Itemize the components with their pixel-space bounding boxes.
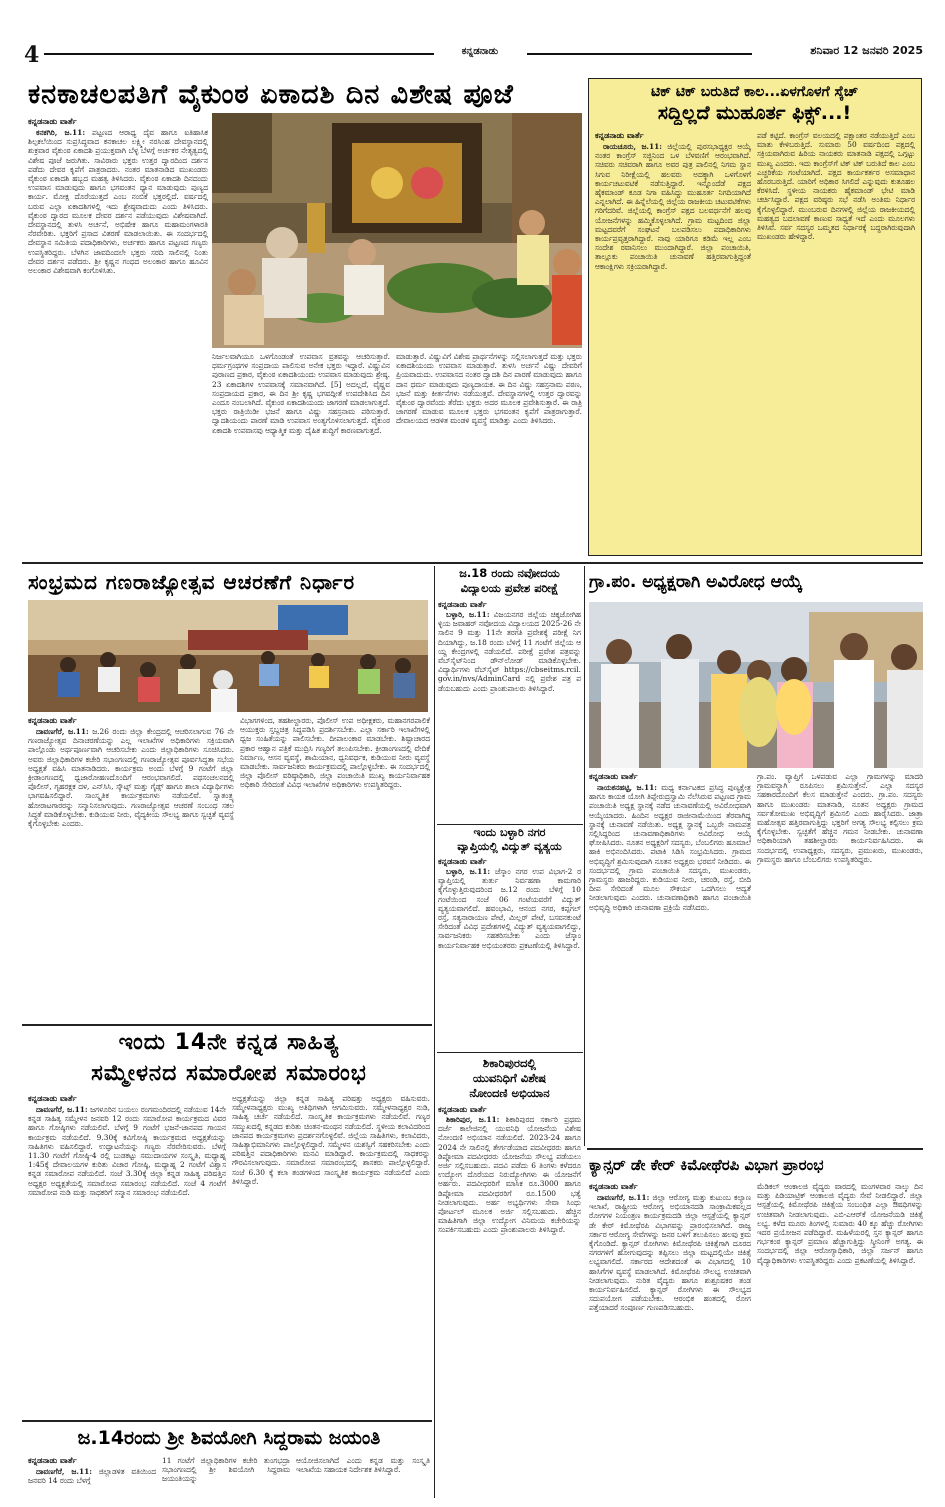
meeting-photo bbox=[28, 600, 428, 712]
dateline-vaikuntha: ಕನಕಗಿರಿ, ಜ.11: bbox=[36, 128, 86, 137]
shikaripura-body bbox=[438, 1115, 581, 1485]
article-vaikuntha-col1 bbox=[28, 128, 208, 558]
headline-shikaripura-line1: ಶಿಕಾರಿಪುರದಲ್ಲಿ bbox=[482, 1056, 537, 1070]
editorial-col1 bbox=[595, 142, 751, 550]
article-sahitya-col1 bbox=[28, 1105, 226, 1415]
navodaya-body bbox=[438, 610, 581, 815]
article-gram-col2: ಗ್ರಾ.ಪಂ. ವ್ಯಾಪ್ತಿಗೆ ಒಳಪಡುವ ಎಲ್ಲಾ ಗ್ರಾಮಗಳನ್ನು ಮಾದರಿ ಗ್ರಾಮವನ್ನಾಗಿ ರೂಪಿಸಲು ಶ್ರಮಿಸುತ್ತೇನೆ. ಎಲ್ಲಾ ಸದಸ್ಯರ ಸಹಕಾರದೊಂದಿಗೆ ಕೆಲಸ ಮಾಡುತ್ತೇನೆ ಎಂದರು. ಗ್ರಾ.ಪಂ. ಸದಸ್ಯರು ಹಾಗೂ ಮುಖಂಡರು ಮಾತನಾಡಿ, ನೂತನ ಅಧ್ಯಕ್ಷರು ಗ್ರಾಮದ ಸರ್ವತೋಮುಖ ಅಭಿವೃದ್ಧಿಗೆ ಶ್ರಮಿಸಲಿ ಎಂದು ಹಾರೈಸಿದರು. ಜಾತ್ರಾ ಮಹೋತ್ಸವ ಹತ್ತಿರವಾಗುತ್ತಿದ್ದು ಭಕ್ತರಿಗೆ ಅಗತ್ಯ ಸೌಲಭ್ಯ ಕಲ್ಪಿಸಲು ಕ್ರಮ ಕೈಗೊಳ್ಳಬೇಕು. ಸ್ವಚ್ಛತೆಗೆ ಹೆಚ್ಚಿನ ಗಮನ ನೀಡಬೇಕು. ಚುನಾವಣಾ ಅಧಿಕಾರಿಯಾಗಿ ತಹಶೀಲ್ದಾರರು ಕಾರ್ಯನಿರ್ವಹಿಸಿದರು. ಈ ಸಂದರ್ಭದಲ್ಲಿ ಉಪಾಧ್ಯಕ್ಷರು, ಸದಸ್ಯರು, ಪ್ರಮುಖರು, ಮುಖಂಡರು, ಗ್ರಾಮಸ್ಥರು ಹಾಗೂ ಬೆಂಬಲಿಗರು ಉಪಸ್ಥಿತರಿದ್ದರು. bbox=[757, 772, 923, 864]
divider-horizontal-4 bbox=[587, 1148, 923, 1150]
shikaripura-article bbox=[438, 1056, 581, 1498]
divider-horizontal-2 bbox=[22, 1024, 432, 1026]
divider-horizontal-5 bbox=[437, 1052, 583, 1053]
article-siddarama-col2: 11 ಗಂಟೆಗೆ ಜಿಲ್ಲಾಧಿಕಾರಿಗಳ ಕಚೇರಿ ತುಂಗಭದ್ರಾ ಸಭಾಂಗಣದಲ್ಲಿ ಶ್ರೀ ಶಿವಯೋಗಿ ಸಿದ್ದರಾಮ ಜಯಂತಿಯನ್ನು bbox=[162, 1456, 290, 1484]
navodaya-article bbox=[438, 566, 581, 826]
dateline-gram: ನಾಯಕನಹಟ್ಟಿ, ಜ.11: bbox=[597, 783, 658, 792]
temple-pooja-photo bbox=[212, 113, 582, 348]
article-vaikuntha-col3: ಮಾಡುತ್ತಾರೆ. ವಿಷ್ಣುವಿಗೆ ವಿಶೇಷ ಪ್ರಾರ್ಥನೆಗಳನ್ನು ಸಲ್ಲಿಸಲಾಗುತ್ತದೆ ಮತ್ತು ಭಕ್ತರು ಏಕಾದಶಿಯಂದು ಉಪವಾಸ ಮಾಡುತ್ತಾರೆ. ತುಳಸಿ ಅರ್ಚನೆ ವಿಷ್ಣು ದೇವರಿಗೆ ಪ್ರಿಯವಾದುದು. ಉಪವಾಸದ ನಂತರ ದ್ವಾದಶಿ ದಿನ ಪಾರಣೆ ಮಾಡುವುದು ಹಾಗೂ ದಾನ ಧರ್ಮ ಮಾಡುವುದು ಪುಣ್ಯದಾಯಕ. ಈ ದಿನ ವಿಷ್ಣು ಸಹಸ್ರನಾಮ ಪಠಣ, ಭಜನೆ ಮತ್ತು ಕೀರ್ತನೆಗಳು ನಡೆಯುತ್ತವೆ. ದೇವಸ್ಥಾನಗಳಲ್ಲಿ ಉತ್ತರ ದ್ವಾರವನ್ನು ವೈಕುಂಠ ದ್ವಾರವೆಂದು ತೆರೆದು ಭಕ್ತರು ಅದರ ಮೂಲಕ ಪ್ರವೇಶಿಸುತ್ತಾರೆ. ಈ ರಾತ್ರಿ ಜಾಗರಣೆ ಮಾಡುವ ಮೂಲಕ ಭಕ್ತರು ಭಗವಂತನ ಕೃಪೆಗೆ ಪಾತ್ರರಾಗುತ್ತಾರೆ. ದೇವಾಲಯದ ಆಡಳಿತ ಮಂಡಳಿ ವ್ಯವಸ್ಥೆ ಮಾಡಿತ್ತು ಎಂದು ತಿಳಿಸಿದರು. bbox=[396, 352, 582, 426]
body-navodaya: ವಿಜಯನಗರ ಜಿಲ್ಲೆಯ ಚಿಕ್ಕಜೋಗಿಹಳ್ಳಿಯ ಜವಾಹರ್ ನವೋದಯ ವಿದ್ಯಾಲಯದ 2025-26 ನೇ ಸಾಲಿನ 9 ಮತ್ತು 11ನೇ ತರಗತಿ ಪ್ರವೇಶಕ್ಕೆ ಪರೀಕ್ಷೆ ನಿಗದಿಯಾಗಿದ್ದು, ಜ.18 ರಂದು ಬೆಳಿಗ್ಗೆ 11 ಗಂಟೆಗೆ ಜಿಲ್ಲೆಯ ಆಯ್ದ ಕೇಂದ್ರಗಳಲ್ಲಿ ನಡೆಯಲಿದೆ. ಪರೀಕ್ಷೆ ಪ್ರವೇಶ ಪತ್ರವನ್ನು ವೆಬ್‌ಸೈಟ್‌ನಿಂದ ಡೌನ್‌ಲೋಡ್ ಮಾಡಿಕೊಳ್ಳಬೇಕು. ವಿದ್ಯಾರ್ಥಿಗಳು ವೆಬ್‌ಸೈಟ್ https://cbseitms.rcil.gov.in/nvs/AdminCard ನಲ್ಲಿ ಪ್ರವೇಶ ಪತ್ರ ಪಡೆಯಬಹುದು ಎಂದು ಪ್ರಾಂಶುಪಾಲರು ತಿಳಿಸಿದ್ದಾರೆ. bbox=[438, 610, 581, 693]
body-cancer-col1: ಜಿಲ್ಲಾ ಆರೋಗ್ಯ ಮತ್ತು ಕುಟುಂಬ ಕಲ್ಯಾಣ ಇಲಾಖೆ, ರಾಷ್ಟ್ರೀಯ ಆರೋಗ್ಯ ಅಭಿಯಾನದಡಿ ಸಾಂಕ್ರಾಮಿಕವಲ್ಲದ ರೋಗಗಳ ನಿಯಂತ್ರಣ ಕಾರ್ಯಕ್ರಮದಡಿ ಜಿಲ್ಲಾ ಆಸ್ಪತ್ರೆಯಲ್ಲಿ ಕ್ಯಾನ್ಸರ್ ಡೇ ಕೇರ್ ಕಿಮೋಥೆರಪಿ ವಿಭಾಗವನ್ನು ಪ್ರಾರಂಭಿಸಲಾಗಿದೆ. ರಾಜ್ಯ ಸರ್ಕಾರ ಆರೋಗ್ಯ ಸೇವೆಗಳನ್ನು ಜನರ ಬಳಿಗೆ ತಲುಪಿಸಲು ಹಲವು ಕ್ರಮ ಕೈಗೊಂಡಿದೆ. ಕ್ಯಾನ್ಸರ್ ರೋಗಿಗಳು ಕಿಮೋಥೆರಪಿ ಚಿಕಿತ್ಸೆಗಾಗಿ ದೂರದ ನಗರಗಳಿಗೆ ಹೋಗುವುದನ್ನು ತಪ್ಪಿಸಲು ಜಿಲ್ಲಾ ಮಟ್ಟದಲ್ಲಿಯೇ ಚಿಕಿತ್ಸೆ ಲಭ್ಯವಾಗಲಿದೆ. ಸರ್ಕಾರದ ಆದೇಶದಂತೆ ಈ ವಿಭಾಗದಲ್ಲಿ 10 ಹಾಸಿಗೆಗಳ ವ್ಯವಸ್ಥೆ ಮಾಡಲಾಗಿದೆ. ಕಿಮೋಥೆರಪಿ ಸೌಲಭ್ಯ ಉಚಿತವಾಗಿ ನೀಡಲಾಗುವುದು. ನುರಿತ ವೈದ್ಯರು ಹಾಗೂ ಶುಶ್ರೂಷಕರ ತಂಡ ಕಾರ್ಯನಿರ್ವಹಿಸಲಿದೆ. ಕ್ಯಾನ್ಸರ್ ರೋಗಿಗಳು ಈ ಸೌಲಭ್ಯದ ಸದುಪಯೋಗ ಪಡೆಯಬೇಕು. ಆರಂಭಿಕ ಹಂತದಲ್ಲಿ ರೋಗ ಪತ್ತೆಯಾದರೆ ಸಂಪೂರ್ಣ ಗುಣಪಡಿಸಬಹುದು. bbox=[589, 1193, 751, 1313]
article-sahitya-col2: ಅಧ್ಯಕ್ಷತೆಯನ್ನು ಜಿಲ್ಲಾ ಕನ್ನಡ ಸಾಹಿತ್ಯ ಪರಿಷತ್ತು ಅಧ್ಯಕ್ಷರು ವಹಿಸುವರು. ಸಮ್ಮೇಳನಾಧ್ಯಕ್ಷರು ಮುಖ್ಯ ಅತಿಥಿಗಳಾಗಿ ಆಗಮಿಸುವರು. ಸಮ್ಮೇಳನಾಧ್ಯಕ್ಷರ ನುಡಿ, ಸಾಹಿತ್ಯ ಚರ್ಚೆ ನಡೆಯಲಿದೆ. ಸಾಂಸ್ಕೃತಿಕ ಕಾರ್ಯಕ್ರಮಗಳು ನಡೆಯಲಿವೆ. ಗಣ್ಯರ ಸಮ್ಮುಖದಲ್ಲಿ ಕನ್ನಡದ ಕುರಿತು ಚಿಂತನ-ಮಂಥನ ನಡೆಯಲಿದೆ. ಸ್ಥಳೀಯ ಕಲಾವಿದರಿಂದ ಜಾನಪದ ಕಾರ್ಯಕ್ರಮಗಳು ಪ್ರದರ್ಶನಗೊಳ್ಳಲಿವೆ. ಜಿಲ್ಲೆಯ ಸಾಹಿತಿಗಳು, ಕಲಾವಿದರು, ಸಾಹಿತ್ಯಾಭಿಮಾನಿಗಳು ಪಾಲ್ಗೊಳ್ಳಲಿದ್ದಾರೆ. ಸಮ್ಮೇಳನ ಯಶಸ್ವಿಗೆ ಸಹಕರಿಸಬೇಕು ಎಂದು ಪರಿಷತ್ತಿನ ಪದಾಧಿಕಾರಿಗಳು ಮನವಿ ಮಾಡಿದ್ದಾರೆ. ಕಾರ್ಯಕ್ರಮದಲ್ಲಿ ಸಾಧಕರನ್ನು ಗೌರವಿಸಲಾಗುವುದು. ಸಮಾರೋಪ ಸಮಾರಂಭದಲ್ಲಿ ಶಾಸಕರು ಪಾಲ್ಗೊಳ್ಳಲಿದ್ದಾರೆ. ಸಂಜೆ 6.30 ಕ್ಕೆ ಕಲಾ ತಂಡಗಳಿಂದ ಸಾಂಸ್ಕೃತಿಕ ಕಾರ್ಯಕ್ರಮ ನಡೆಯಲಿದೆ ಎಂದು ತಿಳಿಸಿದ್ದಾರೆ. bbox=[232, 1094, 430, 1186]
byline-navodaya: ಕನ್ನಡನಾಡು ವಾರ್ತೆ bbox=[438, 600, 487, 609]
body-shikaripura: ಶಿಕಾರಿಪುರದ ಸರ್ಕಾರಿ ಪ್ರಥಮ ದರ್ಜೆ ಕಾಲೇಜಿನಲ್ಲಿ ಯುವನಿಧಿ ಯೋಜನೆಯ ವಿಶೇಷ ನೋಂದಣಿ ಅಭಿಯಾನ ನಡೆಯಲಿದೆ. 2023-24 ಹಾಗೂ 2024 ನೇ ಸಾಲಿನಲ್ಲಿ ತೇರ್ಗಡೆಯಾದ ಪದವೀಧರರು ಹಾಗೂ ಡಿಪ್ಲೋಮಾ ಪದವೀಧರರು ಯೋಜನೆಯ ಸೌಲಭ್ಯ ಪಡೆಯಲು ಅರ್ಜಿ ಸಲ್ಲಿಸಬಹುದು. ಪದವಿ ಪಡೆದು 6 ತಿಂಗಳು ಕಳೆದರೂ ಉದ್ಯೋಗ ದೊರೆಯದ ನಿರುದ್ಯೋಗಿಗಳು ಈ ಯೋಜನೆಗೆ ಅರ್ಹರು. ಪದವೀಧರರಿಗೆ ಮಾಸಿಕ ರೂ.3000 ಹಾಗೂ ಡಿಪ್ಲೋಮಾ ಪದವೀಧರರಿಗೆ ರೂ.1500 ಭತ್ಯೆ ನೀಡಲಾಗುವುದು. ಅರ್ಹ ಅಭ್ಯರ್ಥಿಗಳು ಸೇವಾ ಸಿಂಧು ಪೋರ್ಟಲ್ ಮೂಲಕ ಅರ್ಜಿ ಸಲ್ಲಿಸಬಹುದು. ಹೆಚ್ಚಿನ ಮಾಹಿತಿಗಾಗಿ ಜಿಲ್ಲಾ ಉದ್ಯೋಗ ವಿನಿಮಯ ಕಚೇರಿಯನ್ನು ಸಂಪರ್ಕಿಸಬಹುದು ಎಂದು ಪ್ರಾಂಶುಪಾಲರು ತಿಳಿಸಿದ್ದಾರೆ. bbox=[438, 1115, 581, 1235]
dateline-siddarama: ದಾವಣಗೆರೆ, ಜ.11: bbox=[36, 1467, 92, 1476]
dateline-power: ಬಳ್ಳಾರಿ, ಜ.11: bbox=[446, 867, 491, 876]
headline-cancer: ಕ್ಯಾನ್ಸರ್ ಡೇ ಕೇರ್ ಕಿಮೋಥೆರಪಿ ವಿಭಾಗ ಪ್ರಾರಂಭ bbox=[589, 1156, 824, 1174]
editorial-box bbox=[588, 78, 922, 556]
dateline-sahitya: ದಾವಣಗೆರೆ, ಜ.11: bbox=[36, 1105, 88, 1114]
article-gram-col1 bbox=[589, 783, 751, 1143]
byline-vaikuntha: ಕನ್ನಡನಾಡು ವಾರ್ತೆ bbox=[28, 117, 77, 126]
registration-marks-center bbox=[430, 1501, 490, 1507]
headline-shikaripura-line2: ಯುವನಿಧಿಗೆ ವಿಶೇಷ bbox=[472, 1071, 547, 1085]
meeting-hall-illustration bbox=[28, 600, 428, 712]
byline-gram: ಕನ್ನಡನಾಡು ವಾರ್ತೆ bbox=[589, 772, 638, 781]
headline-vaikuntha: ಕನಕಾಚಲಪತಿಗೆ ವೈಕುಂಠ ಏಕಾದಶಿ ದಿನ ವಿಶೇಷ ಪೂಜೆ bbox=[28, 79, 514, 110]
headline-power-line2: ವ್ಯಾಪ್ತಿಯಲ್ಲಿ ವಿದ್ಯುತ್ ವ್ಯತ್ಯಯ bbox=[457, 840, 562, 853]
dateline-cancer: ದಾವಣಗೆರೆ, ಜ.11: bbox=[597, 1193, 650, 1202]
celebration-crowd-illustration bbox=[589, 602, 923, 768]
article-cancer-col1 bbox=[589, 1193, 751, 1498]
body-power: ಜೆಸ್ಕಾಂ ನಗರ ಉಪ ವಿಭಾಗ-2 ರ ವ್ಯಾಪ್ತಿಯಲ್ಲಿ ತುರ್ತು ನಿರ್ವಹಣಾ ಕಾಮಗಾರಿ ಕೈಗೊಳ್ಳುತ್ತಿರುವುದರಿಂದ ಜ.12 ರಂದು ಬೆಳಿಗ್ಗೆ 10 ಗಂಟೆಯಿಂದ ಸಂಜೆ 06 ಗಂಟೆಯವರೆಗೆ ವಿದ್ಯುತ್ ವ್ಯತ್ಯಯವಾಗಲಿದೆ. ಹವಂಭಾವಿ, ಆನಂದ ನಗರ, ಕಪ್ಪಗಲ್ ರಸ್ತೆ, ಸತ್ಯನಾರಾಯಣ ಪೇಟೆ, ಮಿಲ್ಲರ್ ಪೇಟೆ, ಬಸವನಕುಂಟೆ ಸೇರಿದಂತೆ ವಿವಿಧ ಪ್ರದೇಶಗಳಲ್ಲಿ ವಿದ್ಯುತ್ ವ್ಯತ್ಯಯವಾಗಲಿದ್ದು, ಸಾರ್ವಜನಿಕರು ಸಹಕರಿಸಬೇಕು ಎಂದು ಜೆಸ್ಕಾಂ ಕಾರ್ಯನಿರ್ವಾಹಕ ಅಭಿಯಂತರರು ಪ್ರಕಟಣೆಯಲ್ಲಿ ತಿಳಿಸಿದ್ದಾರೆ. bbox=[438, 867, 581, 950]
body-gram-col1: ಮಧ್ಯ ಕರ್ನಾಟಕದ ಪ್ರಸಿದ್ಧ ಪುಣ್ಯಕ್ಷೇತ್ರ ಹಾಗೂ ಕಾಯಕ ಯೋಗಿ ತಿಪ್ಪೇರುದ್ರಸ್ವಾಮಿ ನೆಲೆಸಿರುವ ಪಟ್ಟಣದ ಗ್ರಾಮ ಪಂಚಾಯಿತಿ ಅಧ್ಯಕ್ಷ ಸ್ಥಾನಕ್ಕೆ ನಡೆದ ಚುನಾವಣೆಯಲ್ಲಿ ಅವಿರೋಧವಾಗಿ ಆಯ್ಕೆಯಾದರು. ಹಿಂದಿನ ಅಧ್ಯಕ್ಷರ ರಾಜೀನಾಮೆಯಿಂದ ತೆರವಾಗಿದ್ದ ಸ್ಥಾನಕ್ಕೆ ಚುನಾವಣೆ ನಡೆಯಿತು. ಅಧ್ಯಕ್ಷ ಸ್ಥಾನಕ್ಕೆ ಒಬ್ಬರೇ ನಾಮಪತ್ರ ಸಲ್ಲಿಸಿದ್ದರಿಂದ ಚುನಾವಣಾಧಿಕಾರಿಗಳು ಅವಿರೋಧ ಆಯ್ಕೆ ಘೋಷಿಸಿದರು. ನೂತನ ಅಧ್ಯಕ್ಷರಿಗೆ ಸದಸ್ಯರು, ಬೆಂಬಲಿಗರು ಹೂಮಾಲೆ ಹಾಕಿ ಅಭಿನಂದಿಸಿದರು. ಪಟಾಕಿ ಸಿಡಿಸಿ ಸಂಭ್ರಮಿಸಿದರು. ಗ್ರಾಮದ ಅಭಿವೃದ್ಧಿಗೆ ಶ್ರಮಿಸುವುದಾಗಿ ನೂತನ ಅಧ್ಯಕ್ಷರು ಭರವಸೆ ನೀಡಿದರು. ಈ ಸಂದರ್ಭದಲ್ಲಿ ಗ್ರಾಮ ಪಂಚಾಯಿತಿ ಸದಸ್ಯರು, ಮುಖಂಡರು, ಗ್ರಾಮಸ್ಥರು ಹಾಜರಿದ್ದರು. ಕುಡಿಯುವ ನೀರು, ಚರಂಡಿ, ರಸ್ತೆ, ಬೀದಿ ದೀಪ ಸೇರಿದಂತೆ ಮೂಲ ಸೌಕರ್ಯ ಒದಗಿಸಲು ಆದ್ಯತೆ ನೀಡಲಾಗುವುದು ಎಂದರು. ಚುನಾವಣಾಧಿಕಾರಿ ಹಾಗೂ ಪಂಚಾಯಿತಿ ಅಭಿವೃದ್ಧಿ ಅಧಿಕಾರಿ ಚುನಾವಣಾ ಪ್ರಕ್ರಿಯೆ ನಡೆಸಿದರು. bbox=[589, 783, 751, 912]
body-editorial-col1: ಜಿಲ್ಲೆಯಲ್ಲಿ ಪುರಸಭಾಧ್ಯಕ್ಷರ ಆಯ್ಕೆ ನಂತರ ಕಾಂಗ್ರೆಸ್ ಸಜ್ಜಿನಿಂದ ಒಳ ಬೆಳವಣಿಗೆ ಆರಂಭವಾಗಿದೆ. ಸಚಿವರು ಸಚಿವರಾಗಿ ಹಾಗೂ ಅವರ ಪುತ್ರ ಪಾಲಿನಲ್ಲಿ ನಿಗಮ ಸ್ಥಾನ ಸಿಗುವ ನಿರೀಕ್ಷೆಯಲ್ಲಿ ಹಲವರು ಅದಕ್ಕಾಗಿ ಒಳಗೊಳಗೆ ಕಾರ್ಯಚಟುವಟಿಕೆ ನಡೆಸುತ್ತಿದ್ದಾರೆ. ಇನ್ನೊಂದೆಡೆ ಪಕ್ಷದ ಹೈಕಮಾಂಡ್ ಕೂಡ ನಿಗಾ ವಹಿಸಿದ್ದು ಮುಹೂರ್ತ ನಿಗದಿಯಾಗಿದೆ ಎನ್ನಲಾಗಿದೆ. ಈ ಹಿನ್ನೆಲೆಯಲ್ಲಿ ಜಿಲ್ಲೆಯ ರಾಜಕೀಯ ಚಟುವಟಿಕೆಗಳು ಗರಿಗೆದರಿವೆ. ಜಿಲ್ಲೆಯಲ್ಲಿ ಕಾಂಗ್ರೆಸ್ ಪಕ್ಷದ ಬಲವರ್ಧನೆಗೆ ಹಲವು ಯೋಜನೆಗಳನ್ನು ಹಮ್ಮಿಕೊಳ್ಳಲಾಗಿದೆ. ಗ್ರಾಮ ಮಟ್ಟದಿಂದ ಜಿಲ್ಲಾ ಮಟ್ಟದವರೆಗೆ ಸಂಘಟನೆ ಬಲಪಡಿಸಲು ಪದಾಧಿಕಾರಿಗಳು ಕಾರ್ಯಪ್ರವೃತ್ತರಾಗಿದ್ದಾರೆ. ನಾವು ಯಾರಿಗೂ ಕಡಿಮೆ ಇಲ್ಲ ಎಂಬ ಸಂದೇಶ ರವಾನಿಸಲು ಮುಂದಾಗಿದ್ದಾರೆ. ಜಿಲ್ಲಾ ಪಂಚಾಯಿತಿ, ತಾಲ್ಲೂಕು ಪಂಚಾಯಿತಿ ಚುನಾವಣೆ ಹತ್ತಿರವಾಗುತ್ತಿದ್ದಂತೆ ಆಕಾಂಕ್ಷಿಗಳು ಸಕ್ರಿಯರಾಗಿದ್ದಾರೆ. bbox=[595, 142, 751, 271]
page-number: 4 bbox=[24, 42, 40, 68]
headline-shikaripura-line3: ನೋಂದಣಿ ಅಭಿಯಾನ bbox=[469, 1086, 550, 1100]
masthead-rule bbox=[44, 53, 434, 55]
divider-vertical-2 bbox=[584, 566, 585, 1146]
article-siddarama-col3: ಆಯೋಜಿಸಲಾಗಿದೆ ಎಂದು ಕನ್ನಡ ಮತ್ತು ಸಂಸ್ಕೃತಿ ಇಲಾಖೆಯ ಸಹಾಯಕ ನಿರ್ದೇಶಕ ತಿಳಿಸಿದ್ದಾರೆ. bbox=[296, 1456, 430, 1475]
dateline-republic: ದಾವಣಗೆರೆ, ಜ.11: bbox=[36, 727, 89, 736]
registration-marks-left bbox=[30, 1501, 90, 1507]
headline-gram: ಗ್ರಾ.ಪಂ. ಅಧ್ಯಕ್ಷರಾಗಿ ಅವಿರೋಧ ಆಯ್ಕೆ bbox=[589, 572, 803, 592]
headline-siddarama: ಜ.14ರಂದು ಶ್ರೀ ಶಿವಯೋಗಿ ಸಿದ್ದರಾಮ ಜಯಂತಿ bbox=[77, 1427, 381, 1449]
temple-pooja-illustration bbox=[212, 113, 582, 348]
byline-shikaripura: ಕನ್ನಡನಾಡು ವಾರ್ತೆ bbox=[438, 1105, 487, 1114]
headline-navodaya-line1: ಜ.18 ರಂದು ನವೋದಯ bbox=[459, 566, 560, 580]
article-cancer-col2: ಮೆಡಿಕಲ್ ಆಂಕಾಲಜಿ ವೈದ್ಯರು ವಾರದಲ್ಲಿ ಮಂಗಳವಾರ ನಾಲ್ಕು ದಿನ ಮತ್ತು ಪಿಡಿಯಾಟ್ರಿಕ್ ಆಂಕಾಲಜಿ ವೈದ್ಯರು ಸೇವೆ ನೀಡಲಿದ್ದಾರೆ. ಜಿಲ್ಲಾ ಆಸ್ಪತ್ರೆಯಲ್ಲಿ ಕಿಮೋಥೆರಪಿ ಚಿಕಿತ್ಸೆಯ ಸಂಬಂಧಿತ ಎಲ್ಲಾ ಔಷಧಿಗಳನ್ನು ಉಚಿತವಾಗಿ ನೀಡಲಾಗುವುದು. ಎಬಿ-ಎಆರ್‌ಕೆ ಯೋಜನೆಯಡಿ ಚಿಕಿತ್ಸೆ ಲಭ್ಯ. ಕಳೆದ ಮೂರು ತಿಂಗಳಲ್ಲಿ ಸುಮಾರು 40 ಕ್ಕೂ ಹೆಚ್ಚು ರೋಗಿಗಳು ಇದರ ಪ್ರಯೋಜನ ಪಡೆದಿದ್ದಾರೆ. ಮಹಿಳೆಯರಲ್ಲಿ ಸ್ತನ ಕ್ಯಾನ್ಸರ್ ಹಾಗೂ ಗರ್ಭಕಂಠ ಕ್ಯಾನ್ಸರ್ ಪ್ರಮಾಣ ಹೆಚ್ಚಾಗುತ್ತಿದ್ದು ಸ್ಕ್ರೀನಿಂಗ್ ಅಗತ್ಯ. ಈ ಸಂದರ್ಭದಲ್ಲಿ ಜಿಲ್ಲಾ ಆರೋಗ್ಯಾಧಿಕಾರಿ, ಜಿಲ್ಲಾ ಸರ್ಜನ್ ಹಾಗೂ ವೈದ್ಯಾಧಿಕಾರಿಗಳು ಉಪಸ್ಥಿತರಿದ್ದರು ಎಂದು ಪ್ರಕಟಣೆಯಲ್ಲಿ ತಿಳಿಸಿದ್ದಾರೆ. bbox=[757, 1182, 923, 1265]
issue-date: ಶನಿವಾರ 12 ಜನವರಿ 2025 bbox=[810, 44, 923, 57]
dateline-navodaya: ಬಳ್ಳಾರಿ, ಜ.11: bbox=[446, 610, 490, 619]
paper-name: ಕನ್ನಡನಾಡು bbox=[461, 46, 499, 57]
body-siddarama-col1: ಜಿಲ್ಲಾಡಳಿತ ವತಿಯಿಂದ ಜನವರಿ 14 ರಂದು ಬೆಳಗ್ಗೆ bbox=[28, 1467, 156, 1486]
editorial-headline-line2: ಸದ್ದಿಲ್ಲದೆ ಮುಹೂರ್ತ ಫಿಕ್ಸ್...! bbox=[657, 102, 852, 124]
body-sahitya-col1: ಜಗಳೂರಿನ ಬಯಲು ರಂಗಮಂದಿರದಲ್ಲಿ ನಡೆಯುವ 14ನೇ ಕನ್ನಡ ಸಾಹಿತ್ಯ ಸಮ್ಮೇಳನ ಜನವರಿ 12 ರಂದು ಸಮಾರೋಪ ಕಾರ್ಯಕ್ರಮದ ವಿವರ ಹಾಗೂ ಗೋಷ್ಠಿಗಳು ನಡೆಯಲಿವೆ. ಬೆಳಗ್ಗೆ 9 ಗಂಟೆಗೆ ಭಜನೆ-ಜಾನಪದ ಗಾಯನ ಕಾರ್ಯಕ್ರಮ ನಡೆಯಲಿದೆ. 9.30ಕ್ಕೆ ಕವಿಗೋಷ್ಠಿ ಕಾರ್ಯಕ್ರಮದ ಅಧ್ಯಕ್ಷತೆಯನ್ನು ಸಾಹಿತಿಗಳು ವಹಿಸಲಿದ್ದಾರೆ. ಉದ್ಘಾಟನೆಯನ್ನು ಗಣ್ಯರು ನೆರವೇರಿಸುವರು. ಬೆಳಗ್ಗೆ 11.30 ಗಂಟೆಗೆ ಗೋಷ್ಠಿ-4 ರಲ್ಲಿ ಬುಡಕಟ್ಟು ಸಮುದಾಯಗಳ ಸಂಸ್ಕೃತಿ, ಮಧ್ಯಾಹ್ನ 1:45ಕ್ಕೆ ದೇವಾಲಯಗಳ ಕುರಿತು ವಿಚಾರ ಗೋಷ್ಠಿ, ಮಧ್ಯಾಹ್ನ 2 ಗಂಟೆಗೆ ವಿಶ್ವಾಸ ಕನ್ನಡ ಸಮಾರೋಪ ನಡೆಯಲಿದೆ. ಸಂಜೆ 3.30ಕ್ಕೆ ಜಿಲ್ಲಾ ಕನ್ನಡ ಸಾಹಿತ್ಯ ಪರಿಷತ್ತಿನ ಅಧ್ಯಕ್ಷರ ಅಧ್ಯಕ್ಷತೆಯಲ್ಲಿ ಸಮಾರೋಪ ಸಮಾರಂಭ ನಡೆಯಲಿದೆ. ಸಂಜೆ 4 ಗಂಟೆಗೆ ಸಮಾರೋಪ ನುಡಿ ಮತ್ತು ಸಾಧಕರಿಗೆ ಸನ್ಮಾನ ಸಮಾರಂಭ ನಡೆಯಲಿದೆ. bbox=[28, 1105, 226, 1197]
headline-republic: ಸಂಭ್ರಮದ ಗಣರಾಜ್ಯೋತ್ಸವ ಆಚರಣೆಗೆ ನಿರ್ಧಾರ bbox=[28, 570, 356, 594]
body-republic-col1: ಜ.26 ರಂದು ಜಿಲ್ಲಾ ಕೇಂದ್ರದಲ್ಲಿ ಆಚರಿಸಲಾಗುವ 76 ನೇ ಗಣರಾಜ್ಯೋತ್ಸವ ದಿನಾಚರಣೆಯನ್ನು ಎಲ್ಲ ಇಲಾಖೆಗಳ ಅಧಿಕಾರಿಗಳು ಸಕ್ರಿಯವಾಗಿ ಪಾಲ್ಗೊಂಡು ಅರ್ಥಪೂರ್ಣವಾಗಿ ಆಚರಿಸಬೇಕು ಎಂದು ಜಿಲ್ಲಾಧಿಕಾರಿಗಳು ಸೂಚಿಸಿದರು. ಅವರು ಜಿಲ್ಲಾಧಿಕಾರಿಗಳ ಕಚೇರಿ ಸಭಾಂಗಣದಲ್ಲಿ ಗಣರಾಜ್ಯೋತ್ಸವ ಪೂರ್ವಸಿದ್ಧತಾ ಸಭೆಯ ಅಧ್ಯಕ್ಷತೆ ವಹಿಸಿ ಮಾತನಾಡಿದರು. ಕಾರ್ಯಕ್ರಮ ಅಂದು ಬೆಳಗ್ಗೆ 9 ಗಂಟೆಗೆ ಜಿಲ್ಲಾ ಕ್ರೀಡಾಂಗಣದಲ್ಲಿ ಧ್ವಜಾರೋಹಣದೊಂದಿಗೆ ಆರಂಭವಾಗಲಿದೆ. ಪಥಸಂಚಲನದಲ್ಲಿ ಪೊಲೀಸ್, ಗೃಹರಕ್ಷಕ ದಳ, ಎನ್‌ಸಿಸಿ, ಸ್ಕೌಟ್ಸ್ ಮತ್ತು ಗೈಡ್ಸ್ ಹಾಗೂ ಶಾಲಾ ವಿದ್ಯಾರ್ಥಿಗಳು ಭಾಗವಹಿಸಲಿದ್ದಾರೆ. ಸಾಂಸ್ಕೃತಿಕ ಕಾರ್ಯಕ್ರಮಗಳು ನಡೆಯಲಿವೆ. ಸ್ವಾತಂತ್ರ್ಯ ಹೋರಾಟಗಾರರನ್ನು ಸನ್ಮಾನಿಸಲಾಗುವುದು. ಗಣರಾಜ್ಯೋತ್ಸವ ಆಚರಣೆ ಸಂಬಂಧ ಸಕಲ ಸಿದ್ಧತೆ ಮಾಡಿಕೊಳ್ಳಬೇಕು. ಕುಡಿಯುವ ನೀರು, ವೈದ್ಯಕೀಯ ಸೌಲಭ್ಯ ಹಾಗೂ ಸ್ವಚ್ಛತೆ ವ್ಯವಸ್ಥೆ ಕೈಗೊಳ್ಳಬೇಕು ಎಂದರು. bbox=[28, 727, 234, 829]
byline-power: ಕನ್ನಡನಾಡು ವಾರ್ತೆ bbox=[438, 857, 487, 866]
gram-election-photo bbox=[589, 602, 923, 768]
editorial-headline-line1: ಟಿಕ್ ಟಿಕ್ ಬರುತಿದೆ ಕಾಲ...ಏಳಗೊಳಗೆ ಸ್ಕೆಚ್ bbox=[651, 84, 858, 100]
masthead-rule-right bbox=[527, 53, 752, 55]
article-republic-col1 bbox=[28, 727, 234, 1019]
editorial-col2: ಪಡೆ ಕಟ್ಟಿದೆ. ಕಾಂಗ್ರೆಸ್ ವಲಯದಲ್ಲಿ ಪಕ್ಷಾಂತರ ನಡೆಯುತ್ತಿದೆ ಎಂಬ ಮಾತು ಕೇಳಿಬರುತ್ತಿದೆ. ಸುಮಾರು 50 ವರ್ಷದಿಂದ ಪಕ್ಷದಲ್ಲಿ ಸಕ್ರಿಯವಾಗಿರುವ ಹಿರಿಯ ನಾಯಕರು ಮಾತನಾಡಿ ಪಕ್ಷದಲ್ಲಿ ಒಗ್ಗಟ್ಟು ಮುಖ್ಯ ಎಂದರು. ಇದು ಕಾಂಗ್ರೆಸ್‌ಗೆ ಟಿಕ್ ಟಿಕ್ ಬರುತಿದೆ ಕಾಲ ಎಂಬ ಎಚ್ಚರಿಕೆಯ ಗಂಟೆಯಾಗಿದೆ. ಪಕ್ಷದ ಕಾರ್ಯಕರ್ತರ ಅಸಮಾಧಾನ ಹೊರಬರುತ್ತಿದೆ. ಯಾರಿಗೆ ಅಧಿಕಾರ ಸಿಗಲಿದೆ ಎನ್ನುವುದು ಕುತೂಹಲ ಕೆರಳಿಸಿದೆ. ಸ್ಥಳೀಯ ನಾಯಕರು ಹೈಕಮಾಂಡ್ ಭೇಟಿ ಮಾಡಿ ಚರ್ಚಿಸಿದ್ದಾರೆ. ಪಕ್ಷದ ವರಿಷ್ಠರು ಸಭೆ ನಡೆಸಿ ಅಂತಿಮ ನಿರ್ಧಾರ ಕೈಗೊಳ್ಳಲಿದ್ದಾರೆ. ಮುಂಬರುವ ದಿನಗಳಲ್ಲಿ ಜಿಲ್ಲೆಯ ರಾಜಕೀಯದಲ್ಲಿ ಮಹತ್ವದ ಬದಲಾವಣೆ ಕಾಣುವ ಸಾಧ್ಯತೆ ಇದೆ ಎಂದು ಮೂಲಗಳು ತಿಳಿಸಿವೆ. ಸರ್ವ ಸದಸ್ಯರ ಒಮ್ಮತದ ನಿರ್ಧಾರಕ್ಕೆ ಬದ್ಧರಾಗಿರುವುದಾಗಿ ಮುಖಂಡರು ಹೇಳಿದ್ದಾರೆ. bbox=[757, 131, 915, 242]
article-republic-col2: ವಿಭಾಗಗಳಿಂದ, ತಹಶೀಲ್ದಾರರು, ಪೊಲೀಸ್ ಉಪ ಅಧೀಕ್ಷಕರು, ಮಹಾನಗರಪಾಲಿಕೆ ಆಯುಕ್ತರು ಸ್ತಬ್ದಚಿತ್ರ ಸಿದ್ಧಪಡಿಸಿ ಪ್ರದರ್ಶಿಸಬೇಕು. ಎಲ್ಲಾ ಸರ್ಕಾರಿ ಇಲಾಖೆಗಳಲ್ಲಿ ಧ್ವಜ ಸಂಹಿತೆಯನ್ನು ಪಾಲಿಸಬೇಕು. ದೀಪಾಲಂಕಾರ ಮಾಡಬೇಕು. ಶಿಷ್ಟಾಚಾರದ ಪ್ರಕಾರ ಆಹ್ವಾನ ಪತ್ರಿಕೆ ಮುದ್ರಿಸಿ ಗಣ್ಯರಿಗೆ ತಲುಪಿಸಬೇಕು. ಕ್ರೀಡಾಂಗಣದಲ್ಲಿ ವೇದಿಕೆ ನಿರ್ಮಾಣ, ಆಸನ ವ್ಯವಸ್ಥೆ, ಶಾಮಿಯಾನ, ಧ್ವನಿವರ್ಧಕ, ಕುಡಿಯುವ ನೀರು ವ್ಯವಸ್ಥೆ ಮಾಡಬೇಕು. ಸಾರ್ವಜನಿಕರು ಕಾರ್ಯಕ್ರಮದಲ್ಲಿ ಪಾಲ್ಗೊಳ್ಳಬೇಕು. ಈ ಸಂದರ್ಭದಲ್ಲಿ ಜಿಲ್ಲಾ ಪೊಲೀಸ್ ವರಿಷ್ಠಾಧಿಕಾರಿ, ಜಿಲ್ಲಾ ಪಂಚಾಯಿತಿ ಮುಖ್ಯ ಕಾರ್ಯನಿರ್ವಾಹಕ ಅಧಿಕಾರಿ ಸೇರಿದಂತೆ ವಿವಿಧ ಇಲಾಖೆಗಳ ಅಧಿಕಾರಿಗಳು ಉಪಸ್ಥಿತರಿದ್ದರು. bbox=[240, 716, 430, 790]
headline-sahitya-line1: ಇಂದು 14ನೇ ಕನ್ನಡ ಸಾಹಿತ್ಯ bbox=[118, 1030, 340, 1055]
dateline-editorial: ರಾಯಚೂರು, ಜ.11: bbox=[603, 142, 662, 151]
registration-marks-right bbox=[840, 1501, 900, 1507]
byline-sahitya: ಕನ್ನಡನಾಡು ವಾರ್ತೆ bbox=[28, 1094, 77, 1103]
byline-republic: ಕನ್ನಡನಾಡು ವಾರ್ತೆ bbox=[28, 716, 77, 725]
headline-navodaya-line2: ವಿದ್ಯಾಲಯ ಪ್ರವೇಶ ಪರೀಕ್ಷೆ bbox=[460, 581, 559, 595]
divider-horizontal-1 bbox=[22, 562, 923, 564]
article-siddarama-col1 bbox=[28, 1467, 156, 1497]
divider-horizontal-6 bbox=[437, 824, 583, 825]
headline-sahitya-line2: ಸಮ್ಮೇಳನದ ಸಮಾರೋಪ ಸಮಾರಂಭ bbox=[91, 1061, 367, 1086]
divider-horizontal-3 bbox=[22, 1420, 432, 1422]
dateline-shikaripura: ಶಿಕಾರಿಪುರ, ಜ.11: bbox=[446, 1115, 500, 1124]
byline-siddarama: ಕನ್ನಡನಾಡು ವಾರ್ತೆ bbox=[28, 1456, 77, 1465]
byline-cancer: ಕನ್ನಡನಾಡು ವಾರ್ತೆ bbox=[589, 1182, 638, 1191]
body-vaikuntha-col1: ಪಟ್ಟಣದ ಆರಾಧ್ಯ ದೈವ ಹಾಗೂ ಐತಿಹಾಸಿಕ ಶಿಲ್ಪಕಲೆಯಿಂದ ಸುಪ್ರಸಿದ್ಧವಾದ ಕನಕಾಚಲ ಲಕ್ಷ್ಮೀ ನರಸಿಂಹ ದೇವಸ್ಥಾನದಲ್ಲಿ ಶುಕ್ರವಾರ ವೈಕುಂಠ ಏಕಾದಶಿ ಪ್ರಯುಕ್ತವಾಗಿ ಬೆಳ್ಳ ಬೆಳಗ್ಗೆ ಅರ್ಚಕರ ನೇತೃತ್ವದಲ್ಲಿ ವಿಶೇಷ ಪೂಜೆ ಜರುಗಿತು. ಸಾವಿರಾರು ಭಕ್ತರು ಉತ್ತರ ದ್ವಾರದಿಂದ ದರ್ಶನ ಪಡೆದು ದೇವರ ಕೃಪೆಗೆ ಪಾತ್ರರಾದರು. ನಂತರ ಮಾತನಾಡಿದ ಮುಖಂಡರು ವೈಕುಂಠ ಏಕಾದಶಿ ಹಬ್ಬದ ಮಹತ್ವ ತಿಳಿಸಿದರು. ವೈಕುಂಠ ಏಕಾದಶಿ ದಿನದಂದು ಉಪವಾಸ ಮಾಡುವುದು ಹಾಗೂ ಭಗವಂತನ ಧ್ಯಾನ ಮಾಡುವುದು ಪುಣ್ಯದ ಕಾರ್ಯ. ಮೋಕ್ಷ ದೊರೆಯುತ್ತದೆ ಎಂಬ ನಂಬಿಕೆ ಭಕ್ತರಲ್ಲಿದೆ. ವರ್ಷದಲ್ಲಿ ಬರುವ ಎಲ್ಲಾ ಏಕಾದಶಿಗಳಲ್ಲಿ ಇದು ಶ್ರೇಷ್ಠವಾದುದು ಎಂದು ತಿಳಿಸಿದರು. ವೈಕುಂಠ ದ್ವಾರದ ಮೂಲಕ ದೇವರ ದರ್ಶನ ಪಡೆಯುವುದು ವಿಶೇಷವಾಗಿದೆ. ದೇವಸ್ಥಾನದಲ್ಲಿ ತುಳಸಿ ಅರ್ಚನೆ, ಅಭಿಷೇಕ ಹಾಗೂ ಮಹಾಮಂಗಳಾರತಿ ನೆರವೇರಿತು. ಭಕ್ತರಿಗೆ ಪ್ರಸಾದ ವಿತರಣೆ ಮಾಡಲಾಯಿತು. ಈ ಸಂದರ್ಭದಲ್ಲಿ ದೇವಸ್ಥಾನ ಸಮಿತಿಯ ಪದಾಧಿಕಾರಿಗಳು, ಅರ್ಚಕರು ಹಾಗೂ ಪಟ್ಟಣದ ಗಣ್ಯರು ಉಪಸ್ಥಿತರಿದ್ದರು. ಬೆಳಗಿನ ಜಾವದಿಂದಲೇ ಭಕ್ತರು ಸರದಿ ಸಾಲಿನಲ್ಲಿ ನಿಂತು ದೇವರ ದರ್ಶನ ಪಡೆದರು. ಶ್ರೀ ಕೃಷ್ಣನ ಗಂಧದ ಅಲಂಕಾರ ಹಾಗೂ ಹೂವಿನ ಅಲಂಕಾರ ವಿಶೇಷವಾಗಿ ಕಂಗೊಳಿಸಿತು. bbox=[28, 128, 208, 276]
article-vaikuntha-col2: ನಿರ್ಜಲವಾಗಿಯೂ ಒಳಗೊಂಡಂತೆ ಉಪವಾಸ ವ್ರತವನ್ನು ಆಚರಿಸುತ್ತಾರೆ. ಧರ್ಮಗ್ರಂಥಗಳ ಸಂಪ್ರದಾಯ ಪಾಲಿಸುವ ಅನೇಕ ಭಕ್ತರು ಇದ್ದಾರೆ. ವಿಷ್ಣುವಿನ ಪುರಾಣದ ಪ್ರಕಾರ, ವೈಕುಂಠ ಏಕಾದಶಿಯಂದು ಉಪವಾಸ ಮಾಡುವುದು ಶ್ರೇಷ್ಠ. 23 ಏಕಾದಶಿಗಳ ಉಪವಾಸಕ್ಕೆ ಸಮಾನವಾಗಿದೆ. [5] ಅದಲ್ಲದೆ, ವೈಷ್ಣವ ಸಂಪ್ರದಾಯದ ಪ್ರಕಾರ, ಈ ದಿನ ಶ್ರೀ ಕೃಷ್ಣ ಭಗವದ್ಗೀತೆ ಉಪದೇಶಿಸಿದ ದಿನ ಎಂದೂ ನಂಬಲಾಗಿದೆ. ವೈಕುಂಠ ಏಕಾದಶಿಯಂದು ಜಾಗರಣೆ ಮಾಡಲಾಗುತ್ತದೆ. ಭಕ್ತರು ರಾತ್ರಿಯಿಡೀ ಭಜನೆ ಹಾಗೂ ವಿಷ್ಣು ಸಹಸ್ರನಾಮ ಪಠಿಸುತ್ತಾರೆ. ದ್ವಾದಶಿಯಂದು ಪಾರಣೆ ಮಾಡಿ ಉಪವಾಸ ಅಂತ್ಯಗೊಳಿಸಲಾಗುತ್ತದೆ. ವೈಕುಂಠ ಏಕಾದಶಿ ಉಪವಾಸವು ಆಧ್ಯಾತ್ಮಿಕ ಮತ್ತು ದೈಹಿಕ ಶುದ್ಧಿಗೆ ಕಾರಣವಾಗುತ್ತದೆ. bbox=[212, 352, 390, 435]
byline-editorial: ಕನ್ನಡನಾಡು ವಾರ್ತೆ bbox=[595, 131, 644, 140]
masthead bbox=[22, 44, 923, 74]
power-body bbox=[438, 867, 581, 1045]
power-article bbox=[438, 826, 581, 1054]
headline-power-line1: ಇಂದು ಬಳ್ಳಾರಿ ನಗರ bbox=[473, 826, 546, 839]
divider-vertical-1 bbox=[434, 566, 435, 1498]
